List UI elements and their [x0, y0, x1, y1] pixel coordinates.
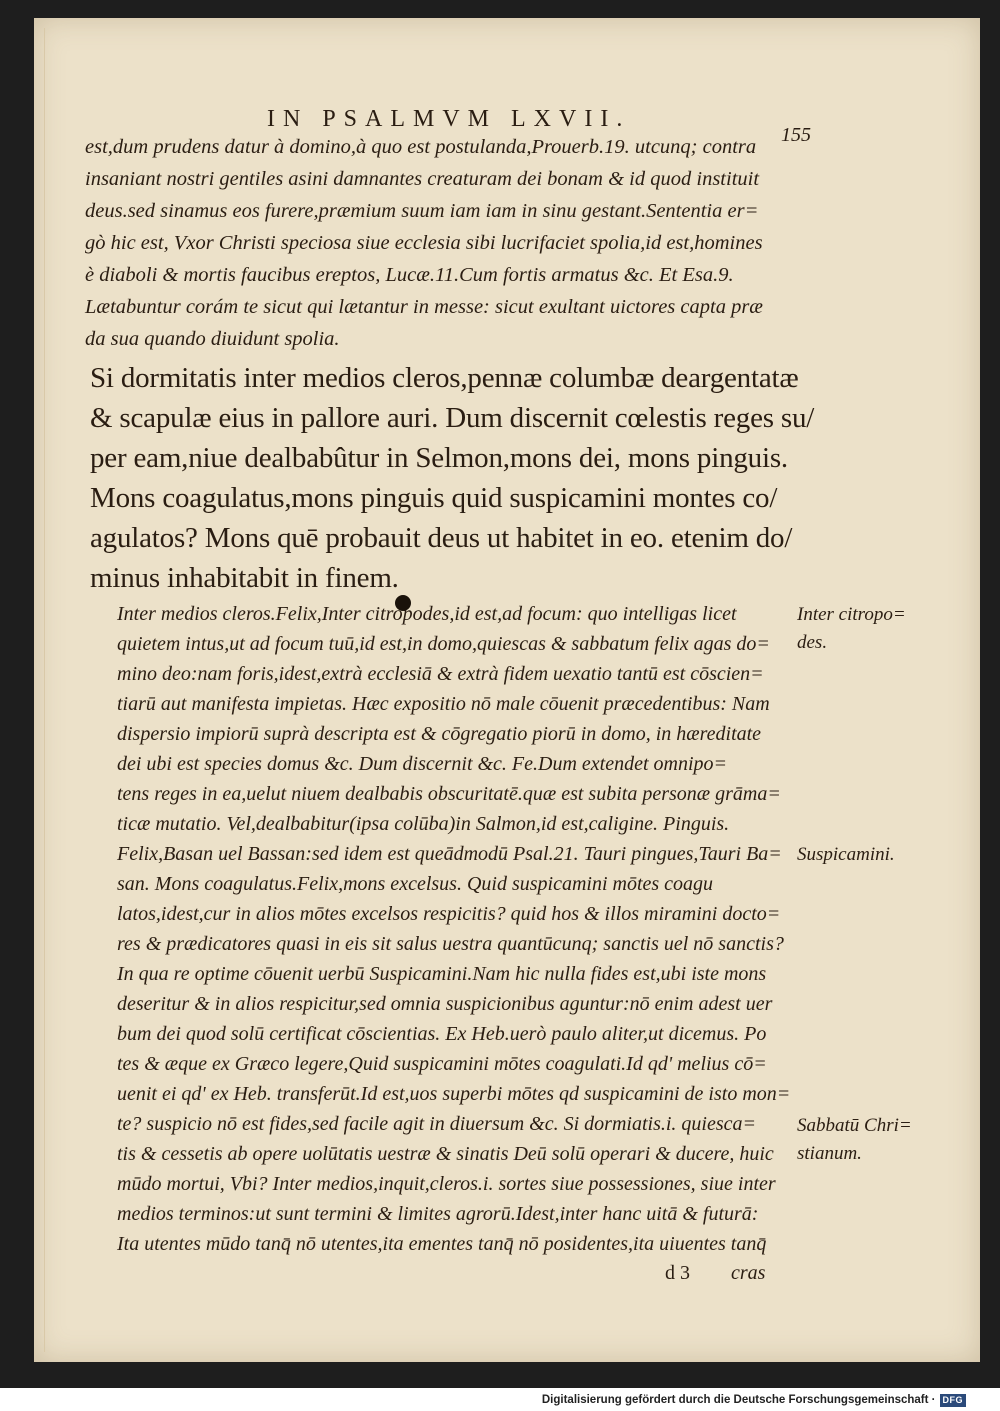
psalm-text-line: minus inhabitabit in finem.: [90, 562, 399, 594]
side-note-line: Sabbatū Chri=: [797, 1115, 912, 1136]
commentary-line: quietem intus,ut ad focum tuū,id est,in domo,quiescas & sabbatum felix agas do=: [117, 633, 770, 655]
side-note-line: Suspicamini.: [797, 844, 895, 865]
commentary-line: dei ubi est species domus &c. Dum discernit &c. Fe.Dum extendet omnipo=: [117, 753, 728, 775]
commentary-line: Inter medios cleros.Felix,Inter citropodes,id est,ad focum: quo intelligas licet: [117, 603, 737, 625]
psalm-text-line: Mons coagulatus,mons pinguis quid suspicamini montes co/: [90, 482, 778, 514]
commentary-top-line: gò hic est, Vxor Christi speciosa siue ecclesia sibi lucrifaciet spolia,id est,homines: [85, 232, 763, 254]
commentary-line: latos,idest,cur in alios mōtes excelsos respicitis? quid hos & illos miramini docto=: [117, 903, 781, 925]
commentary-top-line: da sua quando diuidunt spolia.: [85, 328, 340, 350]
psalm-text-line: Si dormitatis inter medios cleros,pennæ columbæ deargentatæ: [90, 362, 799, 394]
commentary-top-line: insaniant nostri gentiles asini damnantes creaturam dei bonam & id quod instituit: [85, 168, 760, 190]
commentary-line: uenit ei qd' ex Heb. transferūt.Id est,uos superbi mōtes qd suspicamini de isto mon=: [117, 1083, 791, 1105]
footer-text: Digitalisierung gefördert durch die Deutsche Forschungsgemeinschaft ·: [541, 1394, 936, 1406]
commentary-line: tens reges in ea,uelut niuem dealbabis obscuritatē.quæ est subita personæ grāma=: [117, 783, 781, 805]
book-page: [34, 18, 980, 1362]
dfg-logo: DFG: [940, 1394, 967, 1407]
commentary-line: In qua re optime cōuenit uerbū Suspicamini.Nam hic nulla fides est,ubi iste mons: [117, 963, 767, 985]
psalm-text-line: & scapulæ eius in pallore auri. Dum discernit cœlestis reges su/: [90, 402, 815, 434]
commentary-line: ticæ mutatio. Vel,dealbabitur(ipsa colūba)in Salmon,id est,caligine. Pinguis.: [117, 813, 730, 835]
catchword: cras: [731, 1262, 766, 1284]
psalm-text-line: per eam,niue dealbabûtur in Selmon,mons dei, mons pinguis.: [90, 442, 788, 474]
commentary-top-line: deus.sed sinamus eos furere,præmium suum iam iam in sinu gestant.Sententia er=: [85, 200, 759, 222]
signature-mark: d 3: [665, 1262, 690, 1284]
commentary-line: tes & æque ex Græco legere,Quid suspicamini mōtes coagulati.Id qd' melius cō=: [117, 1053, 767, 1075]
side-note-line: des.: [797, 632, 828, 653]
folio-number: 155: [781, 124, 811, 146]
commentary-top-line: est,dum prudens datur à domino,à quo est postulanda,Prouerb.19. utcunq; contra: [85, 136, 757, 158]
commentary-line: te? suspicio nō est fides,sed facile agit in diuersum &c. Si dormiatis.i. quiesca=: [117, 1113, 756, 1135]
commentary-line: Ita utentes mūdo tanq̄ nō utentes,ita ementes tanq̄ nō posidentes,ita uiuentes tanq̄: [117, 1233, 767, 1255]
side-note-line: stianum.: [797, 1143, 862, 1164]
commentary-top-line: è diaboli & mortis faucibus ereptos, Lucæ.11.Cum fortis armatus &c. Et Esa.9.: [85, 264, 734, 286]
running-head: IN PSALMVM LXVII.: [267, 106, 631, 132]
commentary-line: res & prædicatores quasi in eis sit salus uestra quantūcunq; sanctis uel nō sanctis?: [117, 933, 784, 955]
commentary-line: dispersio impiorū suprà descripta est & cōgregatio piorū in domo, in hæreditate: [117, 723, 762, 745]
page-body: [44, 28, 971, 1352]
commentary-line: mino deo:nam foris,idest,extrà ecclesiā & extrà fidem uexatio tantū est cōscien=: [117, 663, 764, 685]
commentary-line: medios terminos:ut sunt termini & limites agrorū.Idest,inter hanc uitā & futurā:: [117, 1203, 759, 1225]
psalm-text-line: agulatos? Mons quē probauit deus ut habitet in eo. etenim do/: [90, 522, 793, 554]
commentary-line: deseritur & in alios respicitur,sed omnia suspicionibus aguntur:nō enim adest uer: [117, 993, 773, 1015]
commentary-line: san. Mons coagulatus.Felix,mons excelsus. Quid suspicamini mōtes coagu: [117, 873, 714, 895]
commentary-line: mūdo mortui, Vbi? Inter medios,inquit,cleros.i. sortes siue possessiones, siue inter: [117, 1173, 776, 1195]
side-note-line: Inter citropo=: [797, 604, 906, 625]
commentary-top-line: Lætabuntur corám te sicut qui lætantur in messe: sicut exultant uictores capta præ: [85, 296, 763, 318]
footer-credit: [542, 1392, 966, 1408]
commentary-line: tiarū aut manifesta impietas. Hæc expositio nō male cōuenit præcedentibus: Nam: [117, 693, 770, 715]
commentary-line: tis & cessetis ab opere uolūtatis uestræ & sinatis Deū solū operari & ducere, huic: [117, 1143, 774, 1165]
commentary-line: Felix,Basan uel Bassan:sed idem est queādmodū Psal.21. Tauri pingues,Tauri Ba=: [117, 843, 782, 865]
commentary-line: bum dei quod solū certificat cōscientias. Ex Heb.uerò paulo aliter,ut dicemus. Po: [117, 1023, 767, 1045]
